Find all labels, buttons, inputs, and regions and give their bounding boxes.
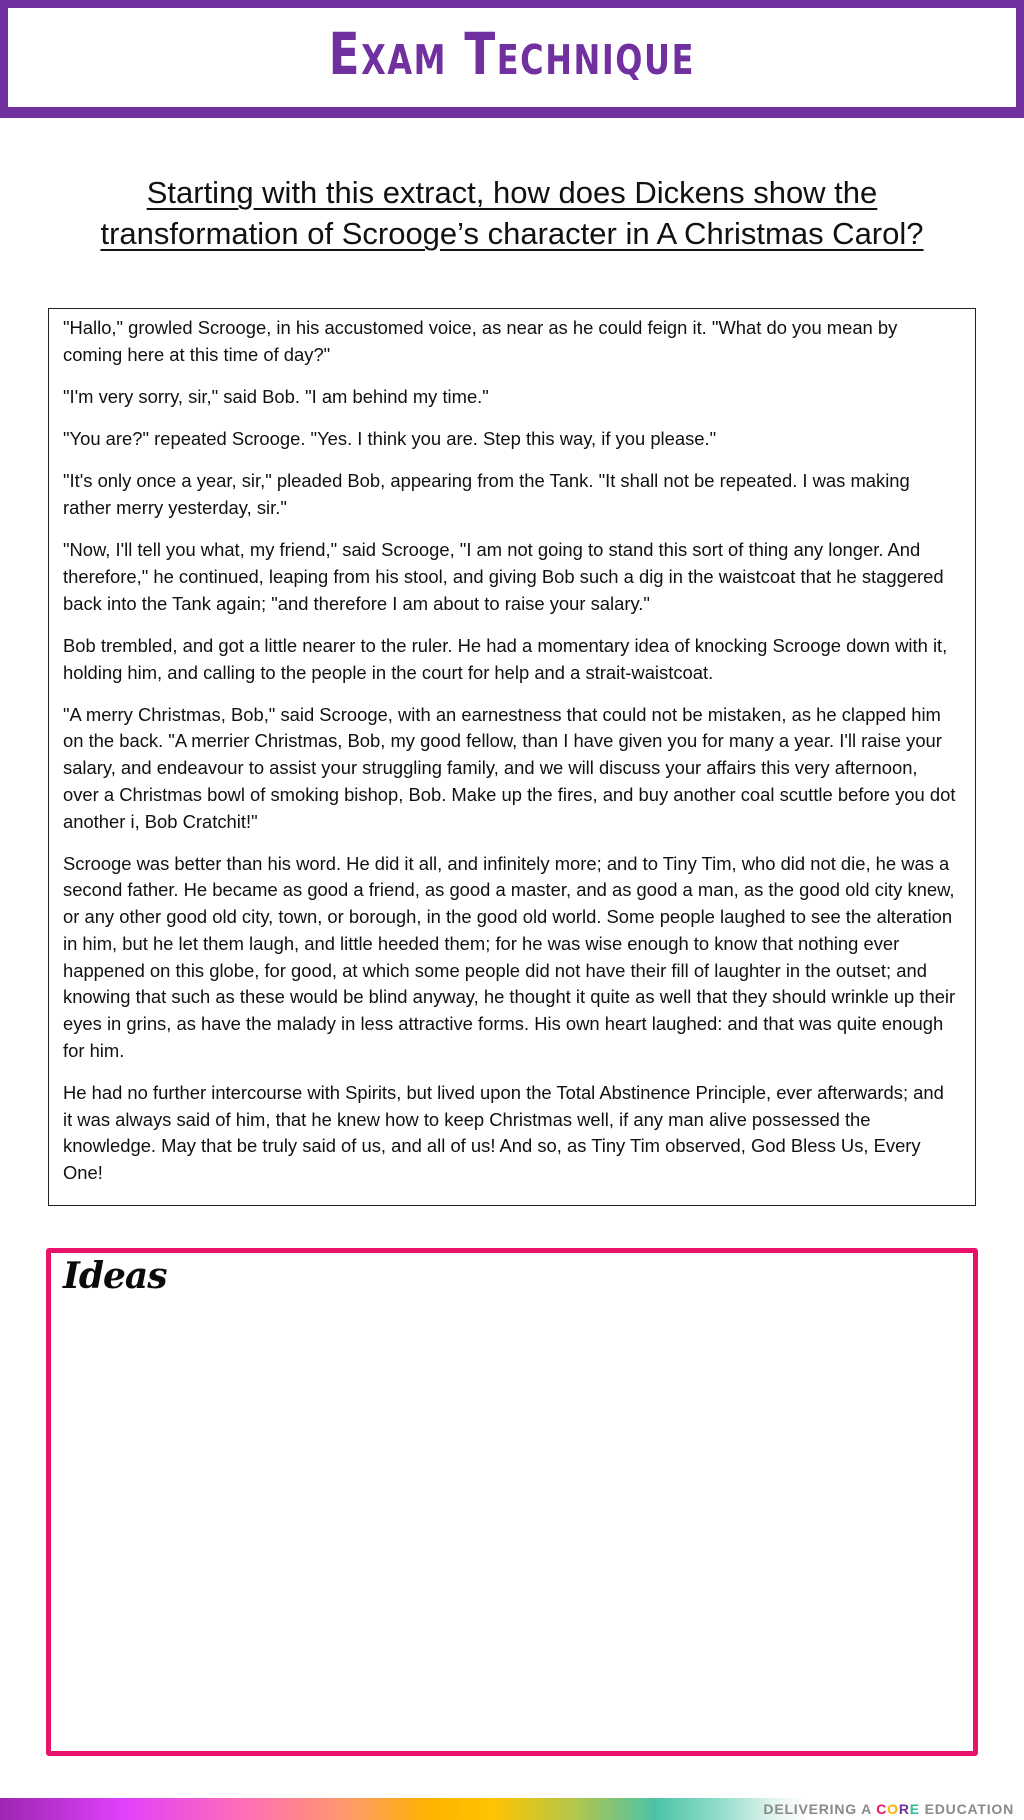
- extract-box: [48, 308, 976, 1206]
- footer-tagline-suffix: EDUCATION: [919, 1801, 1014, 1817]
- extract-paragraph: "It's only once a year, sir," pleaded Bob, appearing from the Tank. "It shall not be repeated. I was making rather merry yesterday, sir.": [63, 470, 910, 519]
- exam-question: Starting with this extract, how does Dickens show the transformation of Scrooge’s character in A Christmas Carol?: [100, 175, 924, 251]
- extract-paragraph: "Now, I'll tell you what, my friend," said Scrooge, "I am not going to stand this sort of thing any longer. And therefore," he continued, leaping from his stool, and giving Bob such a dig in the waistcoat that he staggered back into the Tank again; "and therefore I am about to raise your salary.": [63, 539, 944, 614]
- page-title: Exam Technique: [328, 19, 696, 88]
- footer-tagline-prefix: DELIVERING A: [763, 1801, 877, 1817]
- footer-core-letter: O: [887, 1801, 899, 1817]
- extract-paragraph: He had no further intercourse with Spirits, but lived upon the Total Abstinence Principle, ever afterwards; and it was always said of him, that he knew how to keep Christmas well, if any man alive possessed the knowledge. May that be truly said of us, and all of us! And so, as Tiny Tim observed, God Bless Us, Every One!: [63, 1081, 944, 1183]
- footer-tagline: [763, 1798, 1014, 1820]
- footer-core-letter: R: [898, 1801, 910, 1817]
- header-banner: [0, 0, 1024, 118]
- footer-core-letter: E: [909, 1801, 920, 1817]
- extract-paragraph: "You are?" repeated Scrooge. "Yes. I think you are. Step this way, if you please.": [63, 428, 717, 450]
- extract-paragraph: "A merry Christmas, Bob," said Scrooge, with an earnestness that could not be mistaken, as he clapped him on the back. "A merrier Christmas, Bob, my good fellow, than I have given you for many a year. I'll raise your salary, and endeavour to assist your struggling family, and we will discuss your affairs this very afternoon, over a Christmas bowl of smoking bishop, Bob. Make up the fires, and buy another coal scuttle before you dot another i, Bob Cratchit!": [63, 703, 956, 832]
- ideas-box[interactable]: [46, 1248, 978, 1756]
- extract-paragraph: "Hallo," growled Scrooge, in his accustomed voice, as near as he could feign it. "What do you mean by coming here at this time of day?": [63, 317, 898, 365]
- extract-paragraph: "I'm very sorry, sir," said Bob. "I am behind my time.": [63, 385, 489, 407]
- footer-core-letter: C: [876, 1801, 888, 1817]
- extract-paragraph: Scrooge was better than his word. He did it all, and infinitely more; and to Tiny Tim, who did not die, he was a second father. He became as good a friend, as good a master, and as good a man, as the good old city knew, or any other good old city, town, or borough, in the good old world. Some people laughed to see the alteration in him, but he let them laugh, and little heeded them; for he was wise enough to know that nothing ever happened on this globe, for good, at which some people did not have their fill of laughter in the outset; and knowing that such as these would be blind anyway, he thought it quite as well that they should wrinkle up their eyes in grins, as have the malady in less attractive forms. His own heart laughed: and that was quite enough for him.: [63, 852, 956, 1061]
- extract-paragraph: Bob trembled, and got a little nearer to the ruler. He had a momentary idea of knocking Scrooge down with it, holding him, and calling to the people in the court for help and a strait-waistcoat.: [63, 634, 948, 683]
- ideas-label: Ideas: [63, 1255, 167, 1297]
